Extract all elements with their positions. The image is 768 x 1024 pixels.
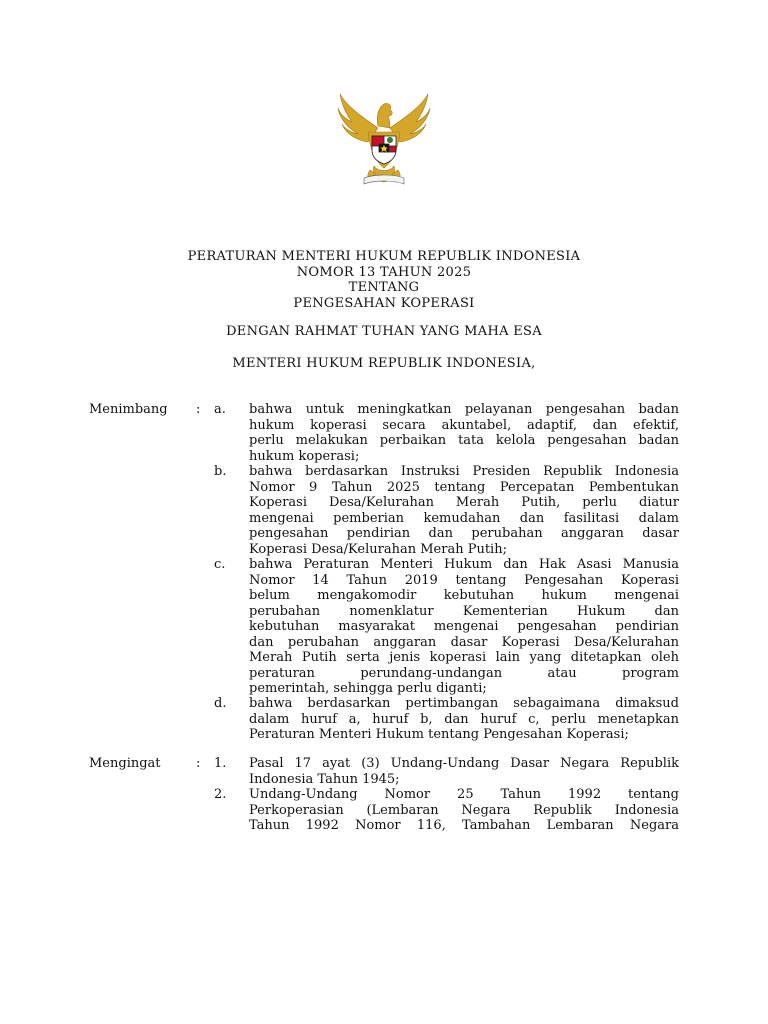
text-line: bahwa Peraturan Menteri Hukum dan Hak Asasi Manusia bbox=[249, 557, 679, 572]
text-line: Koperasi Desa/Kelurahan Merah Putih, perlu diatur bbox=[249, 495, 679, 510]
text-line: bahwa berdasarkan pertimbangan sebagaimana dimaksud bbox=[249, 696, 679, 711]
text-line: Indonesia Tahun 1945; bbox=[249, 771, 400, 787]
text-line: pengesahan pendirian dan perubahan anggaran dasar bbox=[249, 526, 679, 541]
text-line: hukum koperasi secara akuntabel, adaptif, dan efektif, bbox=[249, 417, 679, 433]
item-marker: a. bbox=[214, 402, 226, 417]
text-line: mengenai pemberian kemudahan dan fasilitasi dalam bbox=[249, 510, 679, 526]
text-line: Pasal 17 ayat (3) Undang-Undang Dasar Negara Republik bbox=[249, 756, 679, 771]
text-line: bahwa untuk meningkatkan pelayanan pengesahan badan bbox=[249, 402, 679, 417]
section-colon: : bbox=[196, 402, 201, 417]
regulation-title bbox=[0, 249, 768, 311]
item-text bbox=[249, 464, 679, 557]
title-line: NOMOR 13 TAHUN 2025 bbox=[296, 264, 472, 280]
text-line: dalam huruf a, huruf b, dan huruf c, perlu menetapkan bbox=[249, 711, 679, 727]
text-line: Nomor 9 Tahun 2025 tentang Percepatan Pembentukan bbox=[249, 479, 679, 495]
section-colon: : bbox=[196, 756, 201, 771]
text-line: Perkoperasian (Lembaran Negara Republik Indonesia bbox=[249, 802, 679, 818]
item-text bbox=[249, 557, 679, 697]
item-text bbox=[249, 787, 679, 834]
text-line: Tahun 1992 Nomor 116, Tambahan Lembaran Negara bbox=[249, 818, 679, 833]
text-line: pemerintah, sehingga perlu diganti; bbox=[249, 681, 487, 696]
item-marker: 2. bbox=[214, 787, 227, 802]
text-line: Koperasi Desa/Kelurahan Merah Putih; bbox=[249, 541, 507, 557]
title-line: PENGESAHAN KOPERASI bbox=[293, 295, 475, 311]
item-marker: c. bbox=[214, 557, 226, 572]
item-text bbox=[249, 402, 679, 464]
text-line: Peraturan Menteri Hukum tentang Pengesahan Koperasi; bbox=[249, 727, 629, 742]
item-text bbox=[249, 696, 679, 743]
text-line: Nomor 14 Tahun 2019 tentang Pengesahan Koperasi bbox=[249, 572, 679, 588]
invocation: DENGAN RAHMAT TUHAN YANG MAHA ESA bbox=[226, 324, 542, 339]
item-marker: 1. bbox=[214, 756, 227, 771]
text-line: hukum koperasi; bbox=[249, 448, 360, 464]
item-marker: b. bbox=[214, 464, 227, 479]
text-line: kebutuhan masyarakat mengenai pengesahan pendirian bbox=[249, 619, 679, 634]
text-line: peraturan perundang-undangan atau program bbox=[249, 665, 679, 681]
item-marker: d. bbox=[214, 696, 227, 711]
text-line: bahwa berdasarkan Instruksi Presiden Republik Indonesia bbox=[249, 464, 679, 479]
item-text bbox=[249, 756, 679, 787]
section-label: Mengingat bbox=[89, 756, 161, 771]
title-line: TENTANG bbox=[348, 280, 420, 295]
issuer: MENTERI HUKUM REPUBLIK INDONESIA, bbox=[232, 356, 536, 371]
text-line: belum mengakomodir kebutuhan hukum mengenai bbox=[249, 588, 679, 603]
text-line: perlu melakukan perbaikan tata kelola pengesahan badan bbox=[249, 433, 679, 448]
garuda-pancasila-emblem-icon bbox=[334, 88, 434, 192]
text-line: Merah Putih serta jenis koperasi lain yang ditetapkan oleh bbox=[249, 650, 679, 665]
title-line: PERATURAN MENTERI HUKUM REPUBLIK INDONESIA bbox=[187, 249, 581, 264]
text-line: perubahan nomenklatur Kementerian Hukum dan bbox=[249, 603, 679, 619]
text-line: Undang-Undang Nomor 25 Tahun 1992 tentang bbox=[249, 787, 679, 802]
section-label: Menimbang bbox=[89, 402, 168, 417]
text-line: dan perubahan anggaran dasar Koperasi Desa/Kelurahan bbox=[249, 634, 679, 650]
